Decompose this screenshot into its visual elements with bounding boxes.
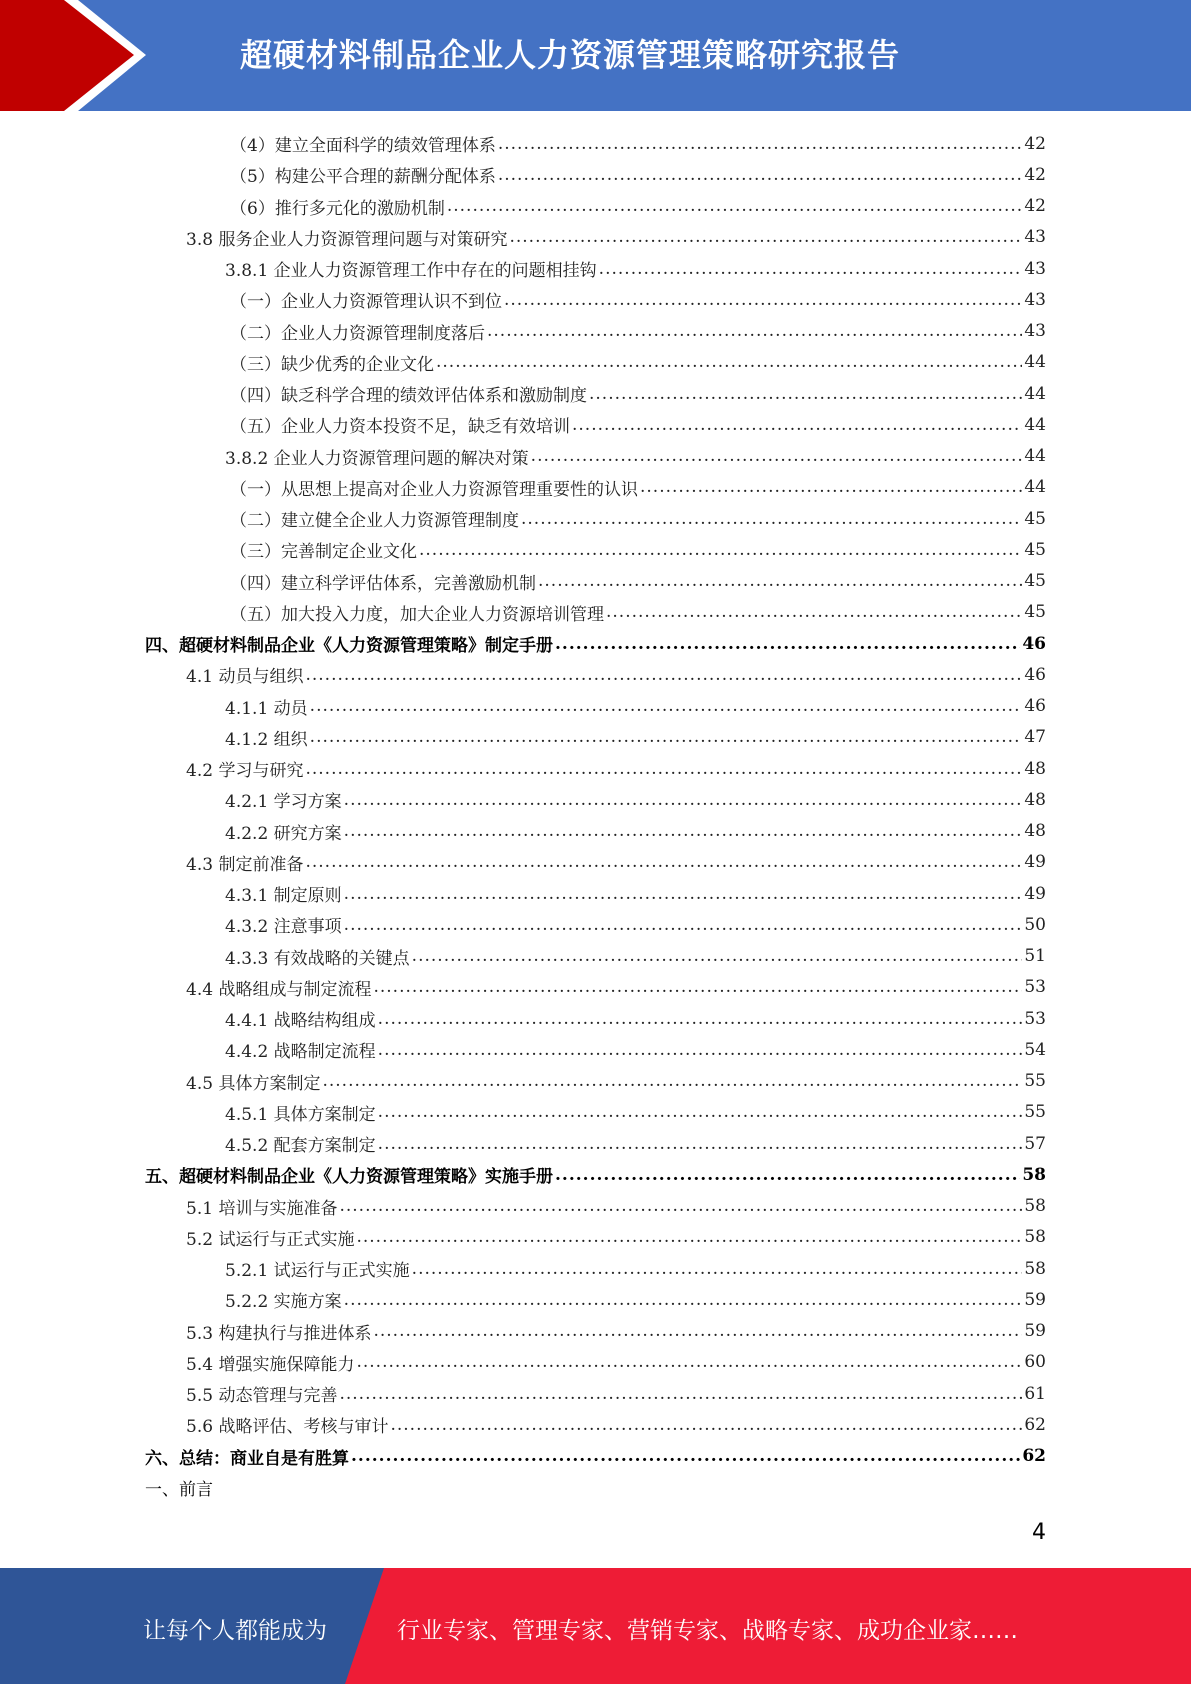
- toc-entry-page: 42: [1024, 196, 1046, 216]
- toc-entry-title: （五）企业人力资本投资不足，缺乏有效培训: [230, 417, 570, 438]
- toc-entry-title: 4.1.1 动员: [225, 698, 308, 719]
- toc-entry-title: 4.1.2 组织: [225, 729, 308, 750]
- toc-leader-dots: [351, 1446, 1020, 1466]
- toc-entry-page: 50: [1024, 914, 1046, 935]
- toc-leader-dots: [344, 790, 1023, 810]
- toc-entry-title: 4.4.1 战略结构组成: [225, 1011, 376, 1031]
- toc-entry-title: 4.2.2 研究方案: [225, 823, 342, 844]
- toc-leader-dots: [538, 571, 1022, 591]
- toc-entry-page: 53: [1024, 977, 1046, 998]
- toc-entry-page: 42: [1024, 133, 1046, 154]
- toc-entry-page: 48: [1024, 789, 1046, 810]
- toc-entry-title: 4.5.2 配套方案制定: [225, 1136, 376, 1156]
- toc-entry-page: 48: [1024, 758, 1046, 779]
- toc-entry-title: （三）完善制定企业文化: [230, 542, 417, 563]
- toc-entry[interactable]: [230, 503, 1046, 534]
- toc-entry-page: 46: [1024, 696, 1046, 716]
- toc-leader-dots: [373, 1321, 1022, 1341]
- toc-entry-title: 4.1 动员与组织: [186, 667, 304, 688]
- footer-slogan-left: 让每个人都能成为: [143, 1618, 327, 1644]
- toc-entry-page: 43: [1024, 289, 1046, 310]
- toc-leader-dots: [447, 196, 1023, 216]
- toc-entry-title: 4.4.2 战略制定流程: [225, 1042, 376, 1063]
- toc-leader-dots: [599, 259, 1023, 279]
- toc-entry[interactable]: [225, 441, 1046, 472]
- toc-entry[interactable]: [230, 128, 1046, 159]
- toc-leader-dots: [378, 1102, 1023, 1122]
- toc-entry-title: 4.3.1 制定原则: [225, 886, 342, 906]
- toc-entry[interactable]: [186, 1222, 1046, 1253]
- toc-entry-title: （5）构建公平合理的薪酬分配体系: [230, 167, 496, 188]
- header-banner: [0, 0, 1191, 111]
- footer-slogan-right: 行业专家、管理专家、营销专家、战略专家、成功企业家……: [397, 1618, 1018, 1644]
- toc-entry-title: 4.3 制定前准备: [186, 854, 304, 875]
- toc-leader-dots: [487, 321, 1022, 341]
- toc-entry[interactable]: [225, 1284, 1046, 1315]
- toc-leader-dots: [356, 1227, 1022, 1247]
- toc-entry-title: 4.5 具体方案制定: [186, 1073, 321, 1094]
- toc-entry-page: 45: [1024, 539, 1046, 560]
- toc-entry-title: 六、总结：商业自是有胜算: [145, 1448, 349, 1469]
- toc-entry-title: 3.8.1 企业人力资源管理工作中存在的问题相挂钩: [225, 261, 597, 281]
- toc-entry-title: 4.2.1 学习方案: [225, 792, 342, 813]
- toc-leader-dots: [606, 602, 1022, 622]
- toc-entry-page: 49: [1024, 883, 1046, 904]
- toc-entry-page: 46: [1022, 633, 1046, 654]
- toc-entry[interactable]: [230, 534, 1046, 565]
- toc-leader-dots: [504, 290, 1022, 310]
- toc-entry-page: 62: [1024, 1414, 1046, 1435]
- toc-entry[interactable]: [145, 1441, 1046, 1472]
- toc-leader-dots: [305, 852, 1022, 872]
- toc-entry[interactable]: [225, 784, 1046, 815]
- toc-leader-dots: [378, 1040, 1023, 1060]
- toc-entry[interactable]: [186, 1409, 1046, 1440]
- toc-entry-title: 4.5.1 具体方案制定: [225, 1104, 376, 1125]
- toc-leader-dots: [555, 634, 1020, 654]
- toc-entry[interactable]: [230, 409, 1046, 440]
- toc-entry[interactable]: [145, 1159, 1046, 1190]
- toc-leader-dots: [310, 696, 1023, 716]
- toc-entry[interactable]: [186, 1316, 1046, 1347]
- toc-entry-page: 51: [1024, 946, 1046, 966]
- toc-leader-dots: [498, 134, 1023, 154]
- toc-leader-dots: [509, 227, 1022, 247]
- toc-entry-title: 5.1 培训与实施准备: [186, 1198, 338, 1219]
- toc-entry-page: 54: [1024, 1039, 1046, 1060]
- toc-entry-title: （四）缺乏科学合理的绩效评估体系和激励制度: [230, 386, 587, 406]
- toc-entry-title: （一）企业人力资源管理认识不到位: [230, 292, 502, 313]
- page-number: 4: [1032, 1520, 1046, 1545]
- toc-entry-page: 43: [1024, 321, 1046, 341]
- toc-entry-title: （二）建立健全企业人力资源管理制度: [230, 511, 519, 531]
- toc-leader-dots: [378, 1134, 1023, 1154]
- toc-trailing-entry: 一、前言: [145, 1479, 213, 1500]
- toc-entry-title: 5.4 增强实施保障能力: [186, 1354, 355, 1375]
- toc-leader-dots: [344, 915, 1023, 935]
- toc-entry-page: 45: [1024, 602, 1046, 623]
- toc-entry[interactable]: [225, 816, 1046, 847]
- toc-entry-title: （四）建立科学评估体系，完善激励机制: [230, 573, 536, 594]
- toc-entry-page: 42: [1024, 164, 1046, 185]
- toc-entry-page: 46: [1024, 664, 1046, 685]
- toc-entry[interactable]: [230, 347, 1046, 378]
- toc-entry-page: 44: [1024, 383, 1046, 404]
- toc-entry[interactable]: [186, 222, 1046, 253]
- toc-entry[interactable]: [186, 972, 1046, 1003]
- toc-entry-title: （五）加大投入力度，加大企业人力资源培训管理: [230, 604, 604, 625]
- toc-leader-dots: [305, 665, 1022, 685]
- toc-entry-page: 58: [1022, 1164, 1046, 1185]
- toc-entry[interactable]: [225, 253, 1046, 284]
- toc-entry-title: 4.3.3 有效战略的关键点: [225, 948, 410, 969]
- toc-entry[interactable]: [145, 628, 1046, 659]
- toc-entry-title: 5.3 构建执行与推进体系: [186, 1323, 372, 1344]
- toc-entry-title: 4.4 战略组成与制定流程: [186, 979, 372, 1000]
- toc-leader-dots: [531, 446, 1023, 466]
- toc-entry-title: 4.2 学习与研究: [186, 761, 304, 781]
- toc-entry[interactable]: [225, 1097, 1046, 1128]
- toc-leader-dots: [498, 165, 1023, 185]
- toc-leader-dots: [589, 384, 1022, 404]
- toc-entry-page: 44: [1024, 477, 1046, 498]
- toc-entry-title: 5.5 动态管理与完善: [186, 1386, 338, 1406]
- toc-leader-dots: [521, 509, 1022, 529]
- toc-entry-page: 47: [1024, 727, 1046, 748]
- toc-entry[interactable]: [186, 1347, 1046, 1378]
- toc-entry-title: （6）推行多元化的激励机制: [230, 198, 445, 219]
- toc-entry-page: 61: [1024, 1383, 1046, 1404]
- toc-entry-title: 5.2.2 实施方案: [225, 1292, 342, 1313]
- toc-entry[interactable]: [230, 284, 1046, 315]
- toc-entry[interactable]: [230, 159, 1046, 190]
- toc-leader-dots: [339, 1384, 1022, 1404]
- toc-leader-dots: [310, 727, 1023, 747]
- toc-entry-page: 48: [1024, 821, 1046, 841]
- report-title: 超硬材料制品企业人力资源管理策略研究报告: [240, 36, 901, 74]
- toc-leader-dots: [378, 1009, 1023, 1029]
- toc-leader-dots: [419, 540, 1022, 560]
- toc-entry-title: 4.3.2 注意事项: [225, 917, 342, 938]
- toc-entry-title: 5.2 试运行与正式实施: [186, 1229, 355, 1250]
- toc-entry[interactable]: [230, 316, 1046, 347]
- toc-entry[interactable]: [225, 1003, 1046, 1034]
- toc-entry-title: （一）从思想上提高对企业人力资源管理重要性的认识: [230, 479, 638, 500]
- toc-entry[interactable]: [186, 1066, 1046, 1097]
- toc-leader-dots: [572, 415, 1022, 435]
- toc-entry-title: 四、超硬材料制品企业《人力资源管理策略》制定手册: [145, 636, 553, 656]
- toc-leader-dots: [344, 821, 1023, 841]
- toc-entry[interactable]: [225, 722, 1046, 753]
- toc-leader-dots: [344, 884, 1023, 904]
- toc-entry-page: 55: [1024, 1071, 1046, 1091]
- toc-entry-page: 44: [1024, 414, 1046, 435]
- toc-entry[interactable]: [225, 941, 1046, 972]
- toc-leader-dots: [344, 1290, 1023, 1310]
- toc-entry-title: 3.8.2 企业人力资源管理问题的解决对策: [225, 448, 529, 469]
- toc-entry-page: 62: [1022, 1446, 1046, 1466]
- toc-entry-page: 43: [1024, 258, 1046, 279]
- toc-entry-page: 58: [1024, 1227, 1046, 1248]
- toc-entry-page: 49: [1024, 852, 1046, 873]
- toc-entry-page: 57: [1024, 1133, 1046, 1154]
- toc-entry-page: 59: [1024, 1321, 1046, 1341]
- toc-entry[interactable]: [230, 566, 1046, 597]
- toc-entry-page: 44: [1024, 446, 1046, 466]
- toc-entry[interactable]: [225, 1128, 1046, 1159]
- toc-entry[interactable]: [230, 191, 1046, 222]
- toc-entry-page: 45: [1024, 571, 1046, 591]
- toc-entry-title: 五、超硬材料制品企业《人力资源管理策略》实施手册: [145, 1167, 553, 1188]
- toc-leader-dots: [373, 977, 1022, 997]
- toc-leader-dots: [640, 477, 1022, 497]
- toc-entry[interactable]: [186, 659, 1046, 690]
- toc-entry-page: 44: [1024, 352, 1046, 373]
- toc-entry-title: 5.6 战略评估、考核与审计: [186, 1417, 389, 1438]
- toc-entry[interactable]: [186, 1378, 1046, 1409]
- toc-entry-page: 58: [1024, 1196, 1046, 1216]
- toc-leader-dots: [322, 1071, 1022, 1091]
- toc-entry[interactable]: [186, 1191, 1046, 1222]
- toc-leader-dots: [390, 1415, 1022, 1435]
- toc-entry-page: 58: [1024, 1258, 1046, 1279]
- toc-entry-page: 59: [1024, 1289, 1046, 1310]
- toc-entry[interactable]: [230, 378, 1046, 409]
- toc-leader-dots: [436, 352, 1022, 372]
- toc-entry-page: 43: [1024, 227, 1046, 248]
- footer-banner: [0, 1568, 1191, 1684]
- toc-entry-title: （三）缺少优秀的企业文化: [230, 354, 434, 375]
- toc-entry-title: （二）企业人力资源管理制度落后: [230, 323, 485, 344]
- toc-entry[interactable]: [186, 847, 1046, 878]
- toc-entry[interactable]: [230, 472, 1046, 503]
- toc-leader-dots: [412, 1259, 1023, 1279]
- toc-entry-title: 5.2.1 试运行与正式实施: [225, 1261, 410, 1281]
- toc-leader-dots: [555, 1165, 1020, 1185]
- toc-entry[interactable]: [225, 1253, 1046, 1284]
- toc-entry[interactable]: [225, 878, 1046, 909]
- toc-entry-page: 45: [1024, 508, 1046, 529]
- toc-entry[interactable]: [225, 1034, 1046, 1065]
- toc-entry-page: 53: [1024, 1008, 1046, 1029]
- toc-leader-dots: [356, 1352, 1022, 1372]
- toc-leader-dots: [305, 759, 1022, 779]
- toc-entry[interactable]: [230, 597, 1046, 628]
- toc-leader-dots: [339, 1196, 1022, 1216]
- toc-entry-title: （4）建立全面科学的绩效管理体系: [230, 136, 496, 156]
- toc-entry-page: 60: [1024, 1352, 1046, 1373]
- toc-leader-dots: [412, 946, 1023, 966]
- toc-entry-page: 55: [1024, 1102, 1046, 1123]
- toc-entry[interactable]: [186, 753, 1046, 784]
- toc-entry[interactable]: [225, 691, 1046, 722]
- toc-entry[interactable]: [225, 909, 1046, 940]
- toc-entry-title: 3.8 服务企业人力资源管理问题与对策研究: [186, 229, 508, 250]
